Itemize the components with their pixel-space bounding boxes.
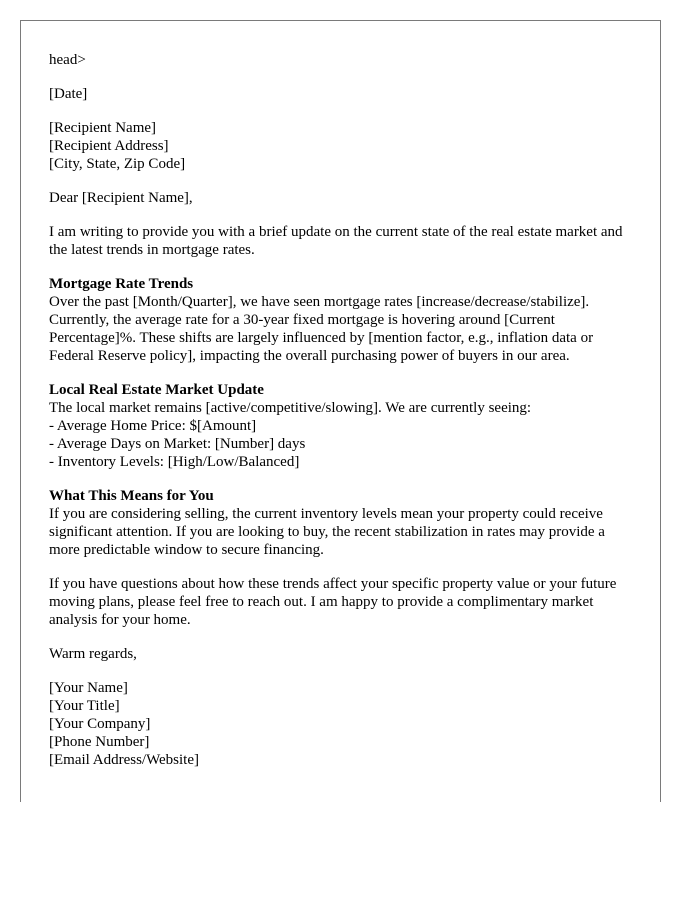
recipient-city-state-zip: [City, State, Zip Code] <box>49 156 186 172</box>
recipient-address: [Recipient Address] <box>49 138 169 154</box>
list-item-inventory-levels: - Inventory Levels: [High/Low/Balanced] <box>49 454 300 470</box>
stray-markup-text: head> <box>49 52 86 68</box>
letter-date: [Date] <box>49 86 88 102</box>
mortgage-rate-heading: Mortgage Rate Trends <box>49 276 194 292</box>
sign-off: Warm regards, <box>49 646 137 662</box>
market-update-section <box>49 381 634 471</box>
recipient-block <box>49 119 634 173</box>
signature-phone: [Phone Number] <box>49 734 150 750</box>
intro-paragraph: I am writing to provide you with a brief update on the current state of the real estate market and the latest trends in mortgage rates. <box>49 224 623 258</box>
market-update-text: The local market remains [active/competitive/slowing]. We are currently seeing: <box>49 400 532 416</box>
meaning-heading: What This Means for You <box>49 488 214 504</box>
letter-page <box>20 20 661 802</box>
signature-title: [Your Title] <box>49 698 120 714</box>
closing-paragraph: If you have questions about how these trends affect your specific property value or your future moving plans, please feel free to reach out. I am happy to provide a complimentary market analysis for your home. <box>49 576 617 628</box>
meaning-text: If you are considering selling, the current inventory levels mean your property could receive significant attention. If you are looking to buy, the recent stabilization in rates may provide a more predictable window to secure financing. <box>49 506 605 558</box>
signature-email-website: [Email Address/Website] <box>49 752 200 768</box>
salutation: Dear [Recipient Name], <box>49 190 193 206</box>
list-item-home-price: - Average Home Price: $[Amount] <box>49 418 257 434</box>
list-item-days-on-market: - Average Days on Market: [Number] days <box>49 436 306 452</box>
signature-name: [Your Name] <box>49 680 128 696</box>
recipient-name: [Recipient Name] <box>49 120 157 136</box>
market-update-heading: Local Real Estate Market Update <box>49 382 264 398</box>
mortgage-rate-text: Over the past [Month/Quarter], we have seen mortgage rates [increase/decrease/stabilize]. Currently, the average rate for a 30-year fixed mortgage is hovering around [Current Percentage]%. These shifts are largely influenced by [mention factor, e.g., inflation data or Federal Reserve policy], impacting the overall purchasing power of buyers in our area. <box>49 294 594 364</box>
signature-block <box>49 679 634 769</box>
signature-company: [Your Company] <box>49 716 151 732</box>
meaning-section <box>49 487 634 559</box>
mortgage-rate-section <box>49 275 634 365</box>
letter-body <box>49 51 634 785</box>
